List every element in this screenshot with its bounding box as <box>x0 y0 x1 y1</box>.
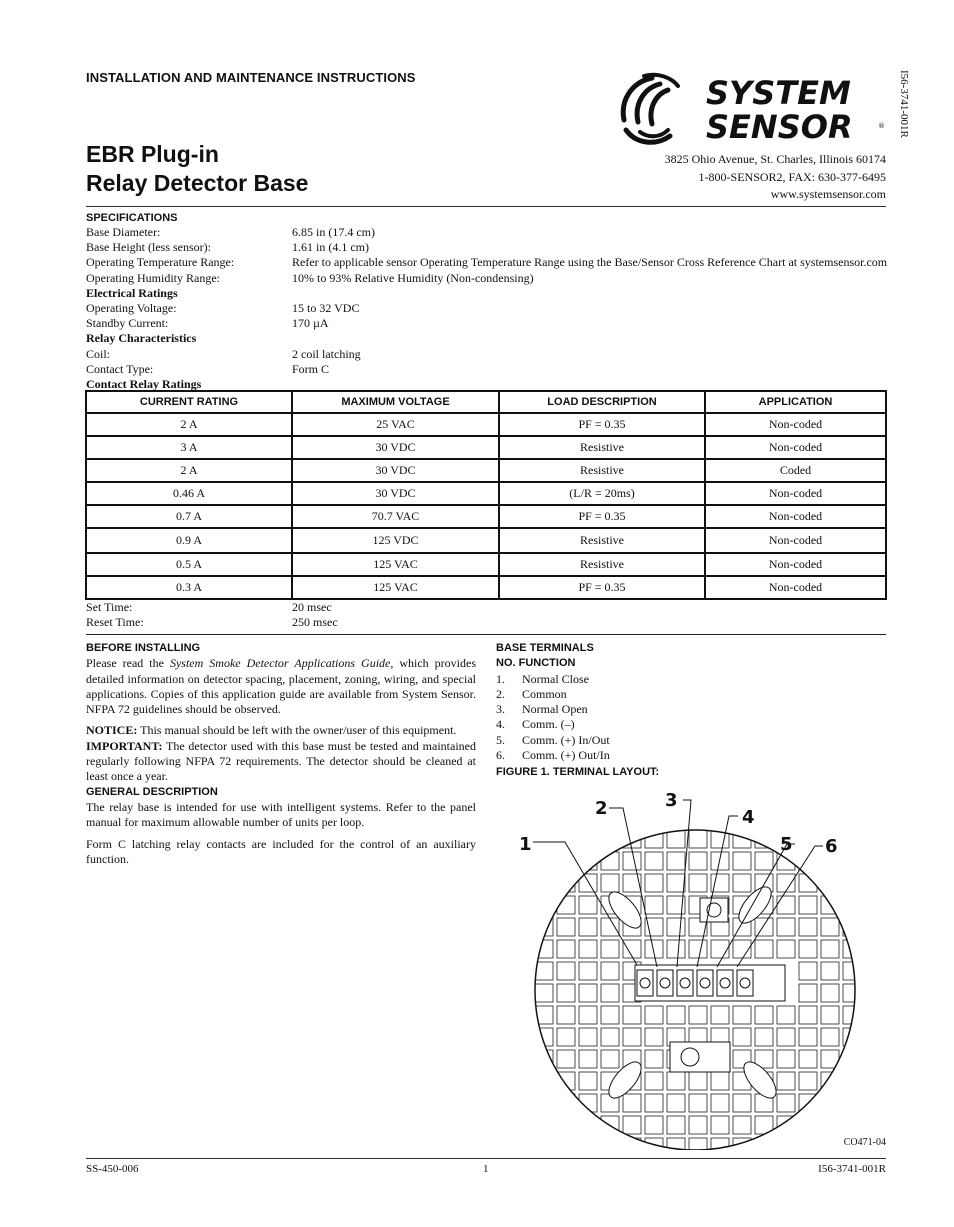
terminal-item <box>496 748 886 763</box>
table-cell: PF = 0.35 <box>499 505 705 528</box>
general-description-paragraph-1: The relay base is intended for use with intelligent systems. Refer to the panel manual for maximum allowable number of units per loop. <box>86 799 476 830</box>
spec-label: Operating Humidity Range: <box>86 270 220 285</box>
table-cell: Resistive <box>499 553 705 576</box>
table-row <box>86 436 886 459</box>
callout-label-6: 6 <box>825 836 838 857</box>
table-cell: Non-coded <box>705 553 886 576</box>
left-column <box>86 641 476 873</box>
table-cell: 30 VDC <box>292 459 499 482</box>
terminal-function: Common <box>522 686 567 701</box>
spec-row <box>86 362 896 377</box>
terminal-number: 2. <box>496 686 505 701</box>
callout-label-1: 1 <box>519 834 532 855</box>
logo-text-2: SENSOR <box>706 108 853 146</box>
timing-specs <box>86 600 486 630</box>
callout-label-3: 3 <box>665 790 678 811</box>
table-cell: 2 A <box>86 459 292 482</box>
table-row <box>86 553 886 576</box>
footer-right-code: I56-3741-001R <box>818 1163 886 1175</box>
table-cell: Non-coded <box>705 413 886 436</box>
spec-label: Relay Characteristics <box>86 331 197 346</box>
terminal-function: Normal Open <box>522 702 588 717</box>
table-row <box>86 576 886 599</box>
table-cell: 3 A <box>86 436 292 459</box>
callout-label-2: 2 <box>595 798 608 819</box>
spec-value: 6.85 in (17.4 cm) <box>292 225 375 239</box>
table-cell: PF = 0.35 <box>499 413 705 436</box>
spec-label: Contact Relay Ratings <box>86 376 202 391</box>
spec-value: Form C <box>292 361 330 376</box>
table-cell: Resistive <box>499 528 705 553</box>
terminal-number: 6. <box>496 748 505 763</box>
general-description-heading: GENERAL DESCRIPTION <box>86 785 218 798</box>
footer-left-code: SS-450-006 <box>86 1163 139 1175</box>
side-document-code: I56-3741-001R <box>898 70 910 138</box>
spec-value: 2 coil latching <box>292 346 361 361</box>
table-cell: 0.3 A <box>86 576 292 599</box>
table-cell: (L/R = 20ms) <box>499 482 705 505</box>
table-cell: 30 VDC <box>292 482 499 505</box>
table-cell: 125 VAC <box>292 553 499 576</box>
terminal-number: 3. <box>496 702 505 717</box>
spec-label: Electrical Ratings <box>86 285 178 300</box>
spec-label: Coil: <box>86 346 111 361</box>
base-terminals-heading: BASE TERMINALS <box>496 642 594 654</box>
terminal-item <box>496 717 886 732</box>
table-cell: Non-coded <box>705 482 886 505</box>
page-number: 1 <box>483 1163 489 1175</box>
section-divider <box>86 634 886 635</box>
terminal-item <box>496 702 886 717</box>
table-cell: 25 VAC <box>292 413 499 436</box>
notice-paragraph: NOTICE: This manual should be left with the owner/user of this equipment. <box>86 723 457 738</box>
spec-label: Base Height (less sensor): <box>86 240 211 255</box>
table-cell: Non-coded <box>705 576 886 599</box>
table-row <box>86 528 886 553</box>
instructions-heading: INSTALLATION AND MAINTENANCE INSTRUCTIONS <box>86 70 416 85</box>
spec-row <box>86 271 896 286</box>
spec-value: 170 µA <box>292 316 329 331</box>
terminal-item <box>496 733 886 748</box>
address-line-2: 1-800-SENSOR2, FAX: 630-377-6495 <box>698 169 886 184</box>
column-header: CURRENT RATING <box>86 391 292 413</box>
callout-label-4: 4 <box>742 807 755 828</box>
page-title <box>86 140 308 198</box>
terminal-number: 1. <box>496 671 505 686</box>
terminal-list <box>496 672 886 764</box>
table-cell: Non-coded <box>705 436 886 459</box>
terminal-item <box>496 672 886 687</box>
table-cell: 70.7 VAC <box>292 505 499 528</box>
spec-label: Operating Temperature Range: <box>86 255 235 270</box>
footer-divider <box>86 1158 886 1159</box>
website: www.systemsensor.com <box>770 187 886 201</box>
spec-value: 10% to 93% Relative Humidity (Non-condensing) <box>292 270 534 285</box>
column-header: APPLICATION <box>705 391 886 413</box>
spec-label: Standby Current: <box>86 316 169 331</box>
set-time-label: Set Time: <box>86 600 133 614</box>
table-cell: 30 VDC <box>292 436 499 459</box>
figure-code: CO471-04 <box>843 1137 886 1148</box>
table-row <box>86 459 886 482</box>
spec-row <box>86 377 896 392</box>
table-row <box>86 413 886 436</box>
table-cell: Coded <box>705 459 886 482</box>
table-cell: 125 VAC <box>292 576 499 599</box>
before-installing-heading: BEFORE INSTALLING <box>86 642 201 654</box>
spec-value: 1.61 in (4.1 cm) <box>292 240 369 255</box>
spec-value: Refer to applicable sensor Operating Temperature Range using the Base/Sensor Cross Reference Chart at systemsensor.com <box>292 255 888 270</box>
column-header: LOAD DESCRIPTION <box>499 391 705 413</box>
spec-value: 15 to 32 VDC <box>292 300 360 315</box>
table-cell: 0.7 A <box>86 505 292 528</box>
table-row <box>86 505 886 528</box>
spec-row <box>86 347 896 362</box>
terminal-number: 5. <box>496 732 505 747</box>
spec-row <box>86 286 896 301</box>
column-header: MAXIMUM VOLTAGE <box>292 391 499 413</box>
address-line-1: 3825 Ohio Avenue, St. Charles, Illinois 60174 <box>664 152 886 166</box>
set-time-row <box>86 600 486 615</box>
specifications-section <box>86 211 896 392</box>
table-cell: 0.46 A <box>86 482 292 505</box>
reset-time-label: Reset Time: <box>86 615 144 629</box>
table-cell: Resistive <box>499 436 705 459</box>
reset-time-value: 250 msec <box>292 615 338 629</box>
table-cell: PF = 0.35 <box>499 576 705 599</box>
table-cell: Resistive <box>499 459 705 482</box>
general-description-paragraph-2: Form C latching relay contacts are included for the control of an auxiliary function. <box>86 836 476 866</box>
spec-row <box>86 301 896 316</box>
table-cell: 125 VDC <box>292 528 499 553</box>
specifications-heading: SPECIFICATIONS <box>86 212 178 224</box>
table-header-row <box>86 391 886 413</box>
spec-row <box>86 316 896 331</box>
reset-time-row <box>86 615 486 630</box>
header-divider <box>86 206 886 207</box>
table-cell: Non-coded <box>705 505 886 528</box>
terminal-function: Comm. (–) <box>522 717 575 732</box>
table-cell: Non-coded <box>705 528 886 553</box>
terminal-item <box>496 687 886 702</box>
right-column <box>496 641 886 781</box>
terminal-layout-figure <box>505 780 895 1150</box>
table-cell: 2 A <box>86 413 292 436</box>
spec-label: Base Diameter: <box>86 225 161 239</box>
table-cell: 0.5 A <box>86 553 292 576</box>
spec-row <box>86 225 896 240</box>
set-time-value: 20 msec <box>292 600 332 614</box>
title-line-1: EBR Plug-in <box>86 141 219 167</box>
spec-row <box>86 331 896 346</box>
title-line-2: Relay Detector Base <box>86 170 309 196</box>
company-address <box>665 151 886 204</box>
spec-label: Contact Type: <box>86 361 154 376</box>
before-installing-paragraph: Please read the System Smoke Detector Applications Guide, which provides detailed information on detector spacing, placement, zoning, wiring, and special applications. Copies of this application guide are available from System Sensor. NFPA 72 guidelines should be observed. <box>86 656 477 717</box>
terminal-function: Comm. (+) In/Out <box>522 732 610 747</box>
terminal-list-header: NO. FUNCTION <box>496 657 576 670</box>
base-diagram <box>505 780 895 1150</box>
terminal-function: Comm. (+) Out/In <box>522 748 610 763</box>
important-paragraph: IMPORTANT: The detector used with this base must be tested and maintained regularly following NFPA 72 requirements. The detector should be cleaned at least once a year. <box>86 738 476 784</box>
spec-row <box>86 255 896 270</box>
logo-mark-icon <box>614 70 894 150</box>
spec-row <box>86 240 896 255</box>
contact-relay-ratings-table <box>86 391 886 599</box>
system-sensor-logo <box>614 70 894 150</box>
spec-label: Operating Voltage: <box>86 300 177 315</box>
callout-label-5: 5 <box>780 834 793 855</box>
terminal-function: Normal Close <box>522 671 589 686</box>
logo-text-1: SYSTEM <box>706 74 851 112</box>
svg-text:®: ® <box>878 122 885 130</box>
terminal-number: 4. <box>496 717 505 732</box>
table-cell: 0.9 A <box>86 528 292 553</box>
table-row <box>86 482 886 505</box>
figure-caption: FIGURE 1. TERMINAL LAYOUT: <box>496 766 660 779</box>
